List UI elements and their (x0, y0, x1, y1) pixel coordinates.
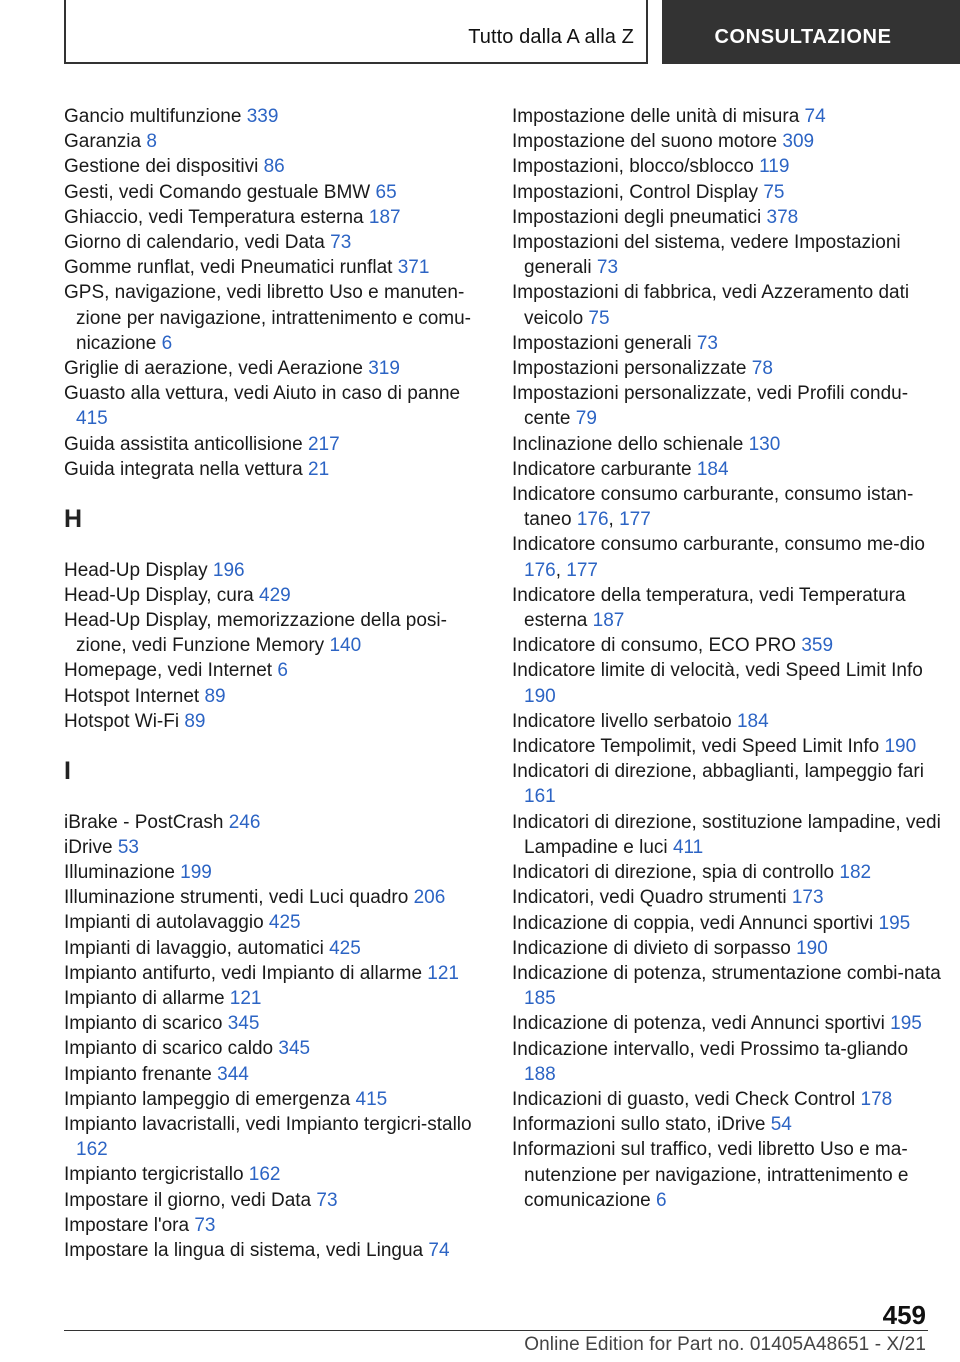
index-entry (64, 129, 484, 154)
page-reference-link[interactable]: 378 (766, 206, 799, 228)
index-entry (512, 759, 942, 809)
page-reference-link[interactable]: 79 (575, 408, 597, 430)
index-entry-term: Head-Up Display, cura (64, 584, 260, 606)
index-entry-term: Indicatore della temperatura, vedi Temperatura esterna (512, 584, 906, 632)
page-reference-link[interactable]: 8 (146, 131, 157, 153)
index-entry-term: Impostazioni degli pneumatici (512, 206, 767, 228)
index-entry (64, 860, 484, 885)
page-reference-link[interactable]: 162 (76, 1139, 108, 1161)
index-entry-term: Ghiaccio, vedi Temperatura esterna (64, 206, 369, 228)
page-reference-link[interactable]: 176 (576, 509, 609, 531)
index-entry (64, 381, 484, 431)
page-reference-link[interactable]: 182 (839, 862, 872, 884)
page-reference-link[interactable]: 73 (330, 232, 352, 254)
index-entry (64, 1238, 484, 1263)
index-entry-term: Impianto tergicristallo (64, 1164, 249, 1186)
page-reference-link[interactable]: 188 (524, 1063, 556, 1085)
index-entry-term: Gomme runflat, vedi Pneumatici runflat (64, 257, 398, 279)
page-reference-link[interactable]: 162 (248, 1164, 281, 1186)
index-entry (64, 356, 484, 381)
page-reference-link[interactable]: 75 (588, 307, 610, 329)
index-entry (512, 129, 942, 154)
header-rule-right (646, 0, 648, 64)
index-entry (512, 734, 942, 759)
index-entry (512, 457, 942, 482)
index-entry (512, 205, 942, 230)
page-reference-link[interactable]: 184 (696, 458, 729, 480)
index-entry-term: Inclinazione dello schienale (512, 433, 749, 455)
page-reference-link[interactable]: 339 (246, 106, 279, 127)
index-entry-term: Impianti di lavaggio, automatici (64, 937, 330, 959)
page-reference-link[interactable]: 217 (307, 433, 340, 455)
index-entry (512, 280, 942, 330)
page-reference-link[interactable]: 190 (524, 685, 556, 707)
index-entry (64, 1188, 484, 1213)
page-reference-link[interactable]: 184 (736, 710, 769, 732)
index-entry-term: Impianto lavacristalli, vedi Impianto tergicri-stallo (64, 1114, 472, 1136)
index-entry-term: Indicatori di direzione, abbaglianti, lampeggio fari (512, 761, 924, 783)
index-entry-term: Indicazione intervallo, vedi Prossimo ta-gliando (512, 1038, 909, 1060)
index-entry (512, 961, 942, 1011)
index-entry-term: Impianto di allarme (64, 988, 230, 1010)
index-entry-term: Indicatore livello serbatoio (512, 710, 737, 732)
index-entry (512, 331, 942, 356)
index-column-left (64, 104, 484, 1263)
index-entry-term: Impianto di scarico (64, 1013, 228, 1035)
index-entry-term: Guida assistita anticollisione (64, 433, 308, 455)
page-reference-link[interactable]: 173 (791, 887, 824, 909)
page-reference-link[interactable]: 73 (596, 257, 619, 279)
index-entry (512, 658, 942, 708)
page-reference-link[interactable]: 196 (212, 559, 245, 581)
index-entry-term: Informazioni sul traffico, vedi libretto Uso e ma-nutenzione per navigazione, intrattenimento e comunicazione (512, 1139, 909, 1211)
page-reference-link[interactable]: 176 (524, 559, 556, 581)
index-entry (64, 1213, 484, 1238)
index-entry (64, 1162, 484, 1187)
page-reference-link[interactable]: 75 (763, 181, 785, 203)
index-entry-term: GPS, navigazione, vedi libretto Uso e manuten-zione per navigazione, intrattenimento e comu-nicazione (64, 282, 472, 354)
index-entry (512, 709, 942, 734)
index-entry-term: Head-Up Display (64, 559, 213, 581)
index-entry (64, 608, 484, 658)
page-reference-link[interactable]: 178 (860, 1088, 893, 1110)
page-reference-link[interactable]: 6 (161, 332, 173, 354)
index-entry (64, 910, 484, 935)
index-entry (512, 1112, 942, 1137)
index-entry-term: Griglie di aerazione, vedi Aerazione (64, 358, 369, 380)
index-entry-term: Impostazioni generali (512, 332, 697, 354)
page-reference-link[interactable]: 161 (524, 786, 556, 808)
index-entry-term: Impostare la lingua di sistema, vedi Lingua (64, 1240, 429, 1262)
page-reference-link[interactable]: 371 (397, 257, 430, 279)
header-rule-bottom (64, 62, 648, 64)
page-reference-link[interactable]: 246 (228, 811, 261, 833)
page-reference-link[interactable]: 195 (890, 1013, 922, 1035)
index-entry (64, 1011, 484, 1036)
page-reference-link[interactable]: 190 (796, 937, 828, 959)
page-reference-link[interactable]: 187 (368, 206, 401, 228)
index-entry (512, 810, 942, 860)
page-reference-link[interactable]: 89 (204, 685, 226, 707)
index-entry (512, 885, 942, 910)
page-reference-link[interactable]: 415 (76, 408, 108, 430)
page-reference-link[interactable]: 187 (592, 610, 625, 632)
page-reference-link[interactable]: 425 (329, 937, 361, 959)
index-entry (512, 1011, 942, 1036)
chapter-tab-label: CONSULTAZIONE (714, 26, 892, 48)
index-entry (64, 1112, 484, 1162)
page-reference-link[interactable]: 195 (878, 912, 911, 934)
page-reference-link[interactable]: 121 (229, 988, 262, 1010)
index-entry-term: Impianti di autolavaggio (64, 912, 269, 934)
index-entry-term: Indicatore consumo carburante, consumo istan-taneo (512, 484, 914, 531)
index-entry (64, 1087, 484, 1112)
index-entry (64, 835, 484, 860)
index-letter-heading: I (64, 757, 71, 786)
index-entry-term: Gesti, vedi Comando gestuale BMW (64, 181, 376, 203)
page-reference-link[interactable]: 345 (278, 1038, 311, 1060)
index-entry (64, 432, 484, 457)
page-reference-link[interactable]: 73 (696, 332, 718, 354)
index-entry-term: Indicazione di coppia, vedi Annunci sportivi (512, 912, 879, 934)
page-reference-link[interactable]: 206 (413, 887, 446, 909)
page-reference-link[interactable]: 74 (804, 106, 826, 127)
index-entry-term: Indicatori di direzione, spia di controllo (512, 862, 840, 884)
index-entry (64, 936, 484, 961)
page-reference-link[interactable]: 190 (884, 736, 917, 758)
page-reference-link[interactable]: 54 (770, 1114, 792, 1136)
index-entry (512, 104, 942, 129)
index-entry-term: Illuminazione strumenti, vedi Luci quadro (64, 887, 414, 909)
page-reference-link[interactable]: 74 (428, 1240, 450, 1262)
index-entry-term: Indicatore carburante (512, 458, 697, 480)
index-entry-term: Impostazione del suono motore (512, 131, 783, 153)
index-entry-term: Indicatore Tempolimit, vedi Speed Limit Info (512, 736, 885, 758)
index-entry (64, 885, 484, 910)
index-entry-term: Impostazioni personalizzate (512, 358, 752, 380)
page-reference-link[interactable]: 177 (619, 509, 651, 531)
index-entry (64, 180, 484, 205)
index-entry (512, 936, 942, 961)
index-entry-term: Impostazioni personalizzate, vedi Profili condu-cente (512, 383, 909, 430)
page-reference-link[interactable]: 6 (277, 660, 288, 682)
index-entry (512, 860, 942, 885)
index-entry-term: Garanzia (64, 131, 147, 153)
index-entry (64, 810, 484, 835)
index-entry-term: iBrake - PostCrash (64, 811, 229, 833)
page-reference-link[interactable]: 130 (748, 433, 781, 455)
page-reference-separator: , (555, 559, 567, 581)
index-entry (64, 255, 484, 280)
index-entry-term: Indicatori di direzione, sostituzione lampadine, vedi Lampadine e luci (512, 811, 941, 858)
page-reference-link[interactable]: 21 (308, 458, 330, 480)
index-entry (512, 532, 942, 582)
index-entry-term: Impostazioni del sistema, vedere Impostazioni generali (512, 232, 901, 279)
index-entry-term: Indicatore di consumo, ECO PRO (512, 635, 802, 657)
index-entry (64, 658, 484, 683)
page-reference-link[interactable]: 86 (263, 156, 285, 178)
index-entry (512, 633, 942, 658)
page-reference-link[interactable]: 415 (355, 1088, 388, 1110)
page-reference-link[interactable]: 425 (268, 912, 301, 934)
index-entry (512, 911, 942, 936)
index-entry (64, 684, 484, 709)
index-letter-heading: H (64, 505, 83, 534)
index-entry (64, 104, 484, 129)
index-entry (512, 1037, 942, 1087)
index-entry (64, 709, 484, 734)
index-entry-term: Impostare il giorno, vedi Data (64, 1189, 317, 1211)
page-reference-link[interactable]: 429 (259, 584, 291, 606)
page-reference-link[interactable]: 65 (375, 181, 397, 203)
page-reference-link[interactable]: 199 (180, 862, 212, 883)
index-entry (64, 457, 484, 482)
index-entry (512, 180, 942, 205)
page-reference-separator: , (608, 509, 620, 531)
index-entry-term: Guida integrata nella vettura (64, 458, 308, 480)
index-entry (64, 280, 484, 356)
page-reference-link[interactable]: 6 (656, 1189, 667, 1211)
index-entry-term: Illuminazione (64, 862, 181, 883)
index-column-right (512, 104, 942, 1213)
index-entry-term: Indicazione di potenza, vedi Annunci sportivi (512, 1013, 891, 1035)
page-reference-link[interactable]: 345 (227, 1013, 260, 1035)
index-entry (512, 356, 942, 381)
edition-note: Online Edition for Part no. 01405A48651 - X/21 (524, 1334, 926, 1355)
index-entry (64, 1036, 484, 1061)
index-entry (512, 381, 942, 431)
page-reference-link[interactable]: 121 (427, 962, 459, 984)
index-entry-term: Informazioni sullo stato, iDrive (512, 1114, 771, 1136)
page-reference-link[interactable]: 177 (566, 559, 598, 581)
index-entry (64, 1062, 484, 1087)
index-entry (64, 230, 484, 255)
index-entry (64, 558, 484, 583)
page-reference-link[interactable]: 53 (117, 836, 139, 858)
index-entry (512, 230, 942, 280)
index-entry (512, 1087, 942, 1112)
page-number: 459 (882, 1300, 926, 1330)
page-reference-link[interactable]: 359 (801, 635, 834, 657)
index-entry-term: Indicazioni di guasto, vedi Check Control (512, 1088, 861, 1110)
page-reference-link[interactable]: 411 (672, 836, 704, 858)
page-reference-link[interactable]: 89 (184, 710, 206, 732)
index-entry (512, 1137, 942, 1213)
index-entry-term: Gancio multifunzione (64, 106, 247, 127)
index-entry-term: Impianto lampeggio di emergenza (64, 1088, 356, 1110)
page-reference-link[interactable]: 73 (194, 1214, 216, 1236)
page-reference-link[interactable]: 309 (782, 131, 815, 153)
index-entry (512, 482, 942, 532)
index-entry-term: Impostazioni, blocco/sblocco (512, 156, 760, 178)
index-entry-term: iDrive (64, 836, 118, 858)
page-reference-link[interactable]: 78 (751, 358, 773, 380)
index-entry (64, 205, 484, 230)
index-entry-term: Indicatore consumo carburante, consumo me-dio (512, 534, 925, 556)
page-reference-link[interactable]: 185 (524, 988, 556, 1010)
index-entry-term: Indicatori, vedi Quadro strumenti (512, 887, 792, 909)
index-entry-term: Impostazioni, Control Display (512, 181, 764, 203)
index-entry-term: Indicatore limite di velocità, vedi Speed Limit Info (512, 660, 923, 682)
index-entry-term: Guasto alla vettura, vedi Aiuto in caso di panne (64, 383, 461, 405)
index-entry-term: Hotspot Internet (64, 685, 205, 707)
index-entry-term: Impianto antifurto, vedi Impianto di allarme (64, 962, 428, 984)
index-entry-term: Giorno di calendario, vedi Data (64, 232, 331, 254)
index-entry (64, 986, 484, 1011)
index-entry (512, 583, 942, 633)
page-reference-link[interactable]: 73 (316, 1189, 338, 1211)
index-entry (64, 154, 484, 179)
index-entry-term: Indicazione di potenza, strumentazione combi-nata (512, 962, 941, 984)
index-entry-term: Hotspot Wi-Fi (64, 710, 185, 732)
index-entry-term: Gestione dei dispositivi (64, 156, 264, 178)
index-entry (512, 154, 942, 179)
page-reference-link[interactable]: 140 (329, 635, 362, 657)
index-entry-term: Impianto frenante (64, 1063, 218, 1085)
footer-rule (64, 1330, 928, 1331)
page-reference-link[interactable]: 119 (759, 156, 790, 178)
index-entry-term: Homepage, vedi Internet (64, 660, 278, 682)
index-entry-term: Impianto di scarico caldo (64, 1038, 279, 1060)
index-entry-term: Impostazioni di fabbrica, vedi Azzeramento dati veicolo (512, 282, 910, 329)
index-entry-term: Indicazione di divieto di sorpasso (512, 937, 797, 959)
page-reference-link[interactable]: 344 (217, 1063, 249, 1085)
index-entry-term: Impostazione delle unità di misura (512, 106, 805, 127)
index-entry (512, 432, 942, 457)
index-entry-term: Head-Up Display, memorizzazione della posi-zione, vedi Funzione Memory (64, 610, 447, 657)
page-reference-link[interactable]: 319 (368, 358, 400, 380)
index-entry (64, 961, 484, 986)
index-entry-term: Impostare l'ora (64, 1214, 195, 1236)
index-entry (64, 583, 484, 608)
section-title: Tutto dalla A alla Z (468, 26, 634, 48)
